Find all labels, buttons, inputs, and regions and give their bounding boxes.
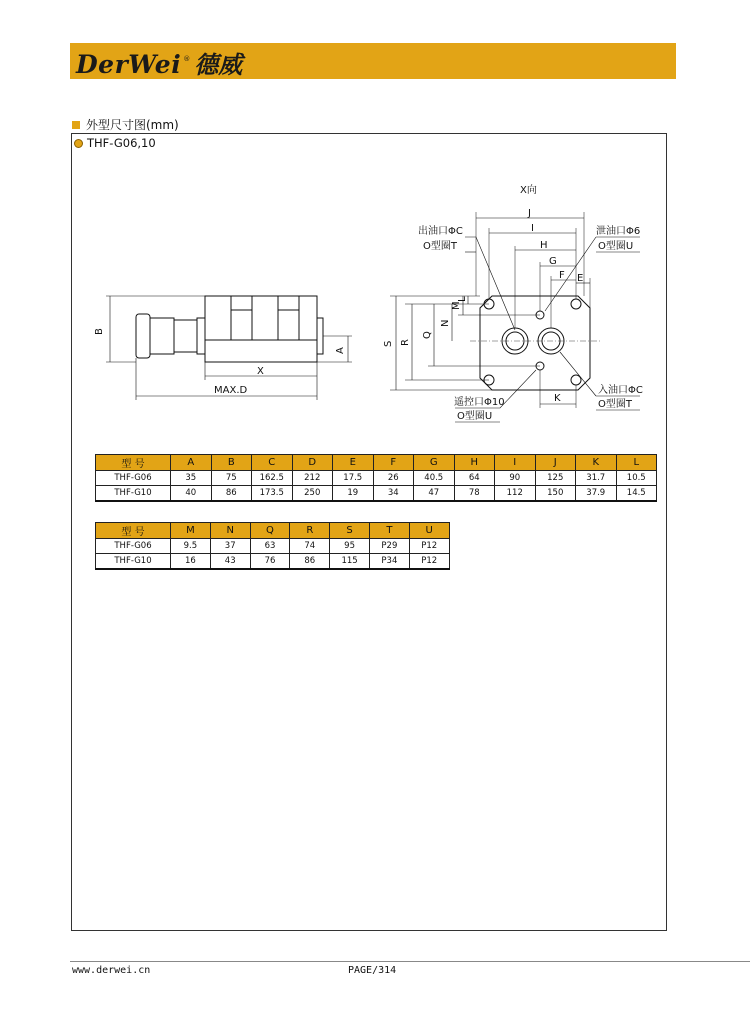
table-row <box>96 471 657 486</box>
table-header-cell: T <box>369 523 409 539</box>
outlet-oring-label: O型圈T <box>423 241 457 252</box>
table-header-cell: I <box>495 455 536 471</box>
pilot-port-label: 遥控口Φ10 <box>454 397 505 408</box>
valve-slot <box>231 296 299 310</box>
table-header-cell: U <box>409 523 449 539</box>
dim-label-K: K <box>554 393 561 404</box>
table-cell: 40 <box>171 486 212 502</box>
dim-label-R: R <box>400 339 411 346</box>
table-header-cell: Q <box>250 523 290 539</box>
logo-chinese-text: 德威 <box>194 50 243 79</box>
adjuster-cap <box>136 314 150 358</box>
table-header-model: 型 号 <box>96 523 171 539</box>
outlet-port-label: 出油口ΦC <box>418 226 463 237</box>
table-cell: 212 <box>292 471 333 486</box>
table-cell-model: THF-G10 <box>96 554 171 570</box>
table-header-cell: F <box>373 455 414 471</box>
table-cell: 75 <box>211 471 252 486</box>
table-cell: 86 <box>290 554 330 570</box>
table-row <box>96 554 450 570</box>
table-cell-model: THF-G06 <box>96 471 171 486</box>
table-header-cell: J <box>535 455 576 471</box>
table-cell: 86 <box>211 486 252 502</box>
valve-body <box>205 296 317 362</box>
table-header-cell: M <box>171 523 211 539</box>
table-cell: P29 <box>369 539 409 554</box>
table-header-cell: H <box>454 455 495 471</box>
table-cell: 64 <box>454 471 495 486</box>
adjuster-body <box>150 318 174 354</box>
dim-label-Q: Q <box>422 331 433 339</box>
dim-label-S: S <box>383 340 394 347</box>
logo-latin-text: DerWei <box>76 50 182 79</box>
table-cell-model: THF-G10 <box>96 486 171 502</box>
inlet-port-label: 入油口ΦC <box>598 385 643 396</box>
table-cell: 34 <box>373 486 414 502</box>
dim-label-H: H <box>540 240 548 251</box>
table-header-cell: B <box>211 455 252 471</box>
table-cell: 76 <box>250 554 290 570</box>
table-cell: 162.5 <box>252 471 293 486</box>
dim-label-N: N <box>440 319 451 327</box>
table-cell: 35 <box>171 471 212 486</box>
table-cell: 78 <box>454 486 495 502</box>
footer-url-link[interactable]: www.derwei.cn <box>72 965 151 976</box>
dimension-table-2 <box>95 522 450 570</box>
table-header-cell: L <box>616 455 657 471</box>
table-header-cell: E <box>333 455 374 471</box>
table-header-cell: S <box>330 523 370 539</box>
table-cell: 47 <box>414 486 455 502</box>
table-cell: 115 <box>330 554 370 570</box>
table-cell: 9.5 <box>171 539 211 554</box>
inlet-oring-label: O型圈T <box>598 399 632 410</box>
section-title: 外型尺寸图(mm) <box>86 118 179 132</box>
dimension-table-1 <box>95 454 657 502</box>
dim-label-X: X <box>257 366 264 377</box>
table-cell: 37 <box>210 539 250 554</box>
table-cell: 63 <box>250 539 290 554</box>
dim-label-G: G <box>549 256 557 267</box>
table-cell: 26 <box>373 471 414 486</box>
table-header-cell: N <box>210 523 250 539</box>
table-cell: 95 <box>330 539 370 554</box>
table-cell: 37.9 <box>576 486 617 502</box>
table-cell: 250 <box>292 486 333 502</box>
table-cell: 74 <box>290 539 330 554</box>
dim-label-L: L <box>457 296 468 302</box>
registered-mark: ® <box>183 55 191 63</box>
drain-port-label: 泄油口Φ6 <box>596 226 641 237</box>
table-cell: 43 <box>210 554 250 570</box>
view-label: X向 <box>520 185 537 196</box>
table-cell: 90 <box>495 471 536 486</box>
table-header-cell: C <box>252 455 293 471</box>
dim-label-M: M <box>451 301 462 310</box>
table-cell: 14.5 <box>616 486 657 502</box>
table-cell: 40.5 <box>414 471 455 486</box>
table-cell: 10.5 <box>616 471 657 486</box>
dimension-drawing <box>0 0 750 440</box>
table-header-cell: D <box>292 455 333 471</box>
pilot-oring-label: O型圈U <box>457 411 493 422</box>
dim-label-B: B <box>94 328 105 335</box>
model-label-text: THF-G06,10 <box>87 136 156 150</box>
table-header-cell: K <box>576 455 617 471</box>
table-header-cell: A <box>171 455 212 471</box>
table-header-row <box>96 455 657 471</box>
table-cell: P34 <box>369 554 409 570</box>
bolt-hole <box>571 299 581 309</box>
footer-page-number: PAGE/314 <box>348 965 397 976</box>
table-cell: 17.5 <box>333 471 374 486</box>
dim-label-J: J <box>528 208 531 219</box>
table-header-cell: R <box>290 523 330 539</box>
table-cell: 112 <box>495 486 536 502</box>
table-row <box>96 539 450 554</box>
table-cell-model: THF-G06 <box>96 539 171 554</box>
end-plug <box>317 318 323 354</box>
table-cell: P12 <box>409 554 449 570</box>
dim-label-A: A <box>335 347 346 354</box>
dim-label-I: I <box>531 223 534 234</box>
dim-label-E: E <box>577 273 584 284</box>
table-header-row <box>96 523 450 539</box>
bolt-hole <box>571 375 581 385</box>
table-cell: 173.5 <box>252 486 293 502</box>
table-cell: 19 <box>333 486 374 502</box>
dim-label-F: F <box>559 270 565 281</box>
table-header-model: 型 号 <box>96 455 171 471</box>
table-row <box>96 486 657 502</box>
table-cell: 16 <box>171 554 211 570</box>
dim-label-maxD: MAX.D <box>214 385 248 396</box>
table-cell: 31.7 <box>576 471 617 486</box>
table-cell: 150 <box>535 486 576 502</box>
drain-oring-label: O型圈U <box>598 241 634 252</box>
footer-divider <box>70 961 750 962</box>
table-cell: 125 <box>535 471 576 486</box>
table-header-cell: G <box>414 455 455 471</box>
table-cell: P12 <box>409 539 449 554</box>
